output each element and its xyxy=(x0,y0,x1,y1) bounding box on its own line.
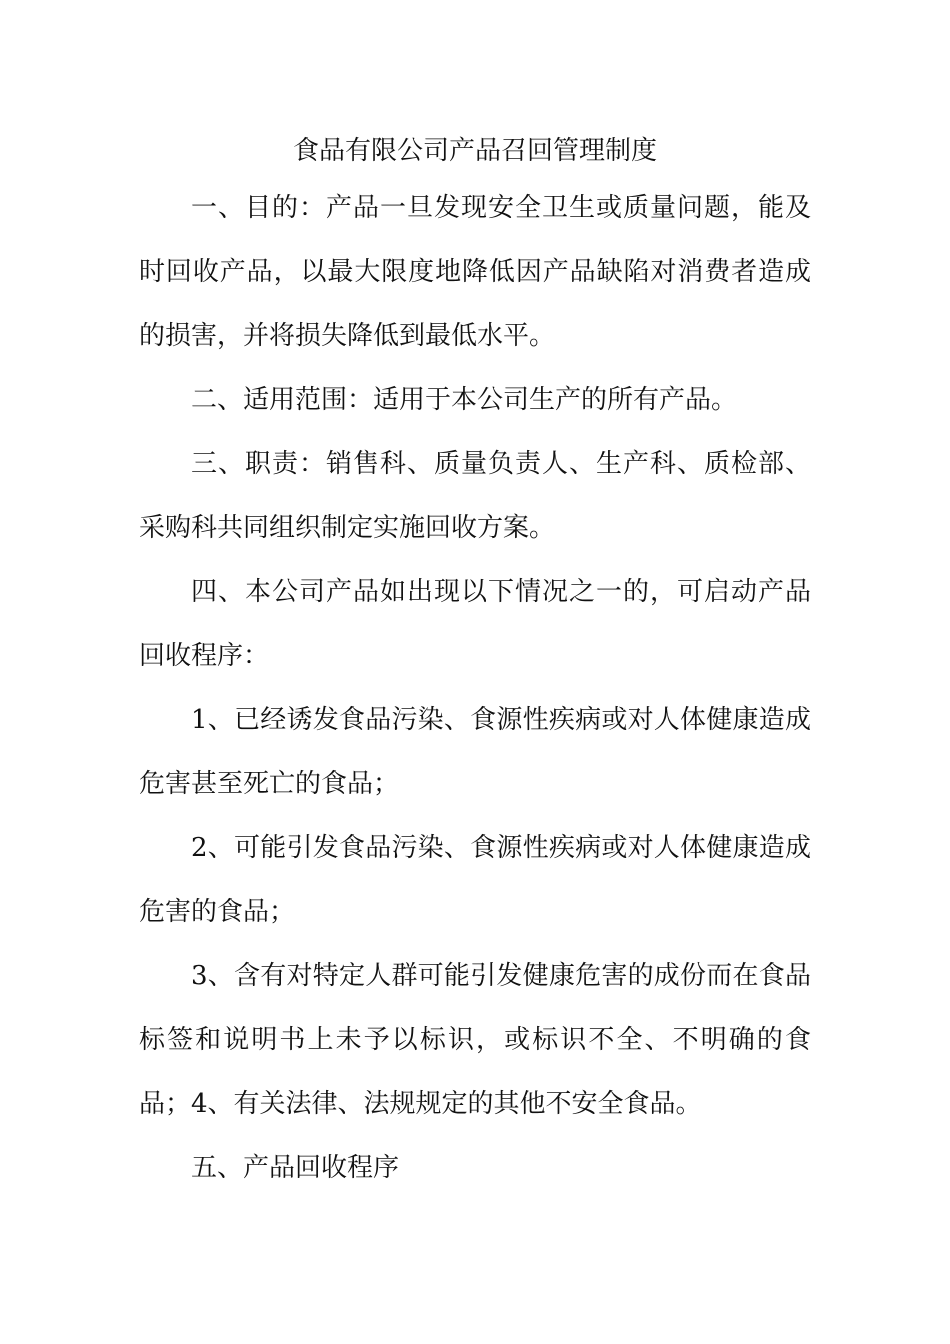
list-item-condition-2: 2、可能引发食品污染、食源性疾病或对人体健康造成危害的食品； xyxy=(139,833,811,927)
paragraph-responsibilities: 三、职责：销售科、质量负责人、生产科、质检部、采购科共同组织制定实施回收方案。 xyxy=(139,449,811,543)
list-item-condition-1: 1、已经诱发食品污染、食源性疾病或对人体健康造成危害甚至死亡的食品； xyxy=(139,705,811,799)
section-heading-recall-procedure: 五、产品回收程序 xyxy=(191,1153,400,1183)
list-item-condition-3: 3、含有对特定人群可能引发健康危害的成份而在食品标签和说明书上未予以标识，或标识不全、不明确的食品； xyxy=(139,961,811,1119)
paragraph-recall-conditions: 四、本公司产品如出现以下情况之一的，可启动产品回收程序： xyxy=(139,577,811,671)
paragraph-scope: 二、适用范围：适用于本公司生产的所有产品。 xyxy=(191,385,738,415)
document-title: 食品有限公司产品召回管理制度 xyxy=(292,136,657,166)
paragraph-purpose: 一、目的：产品一旦发现安全卫生或质量问题，能及时回收产品，以最大限度地降低因产品缺陷对消费者造成的损害，并将损失降低到最低水平。 xyxy=(139,193,811,351)
list-item-condition-4: 4、有关法律、法规规定的其他不安全食品。 xyxy=(191,1089,702,1119)
